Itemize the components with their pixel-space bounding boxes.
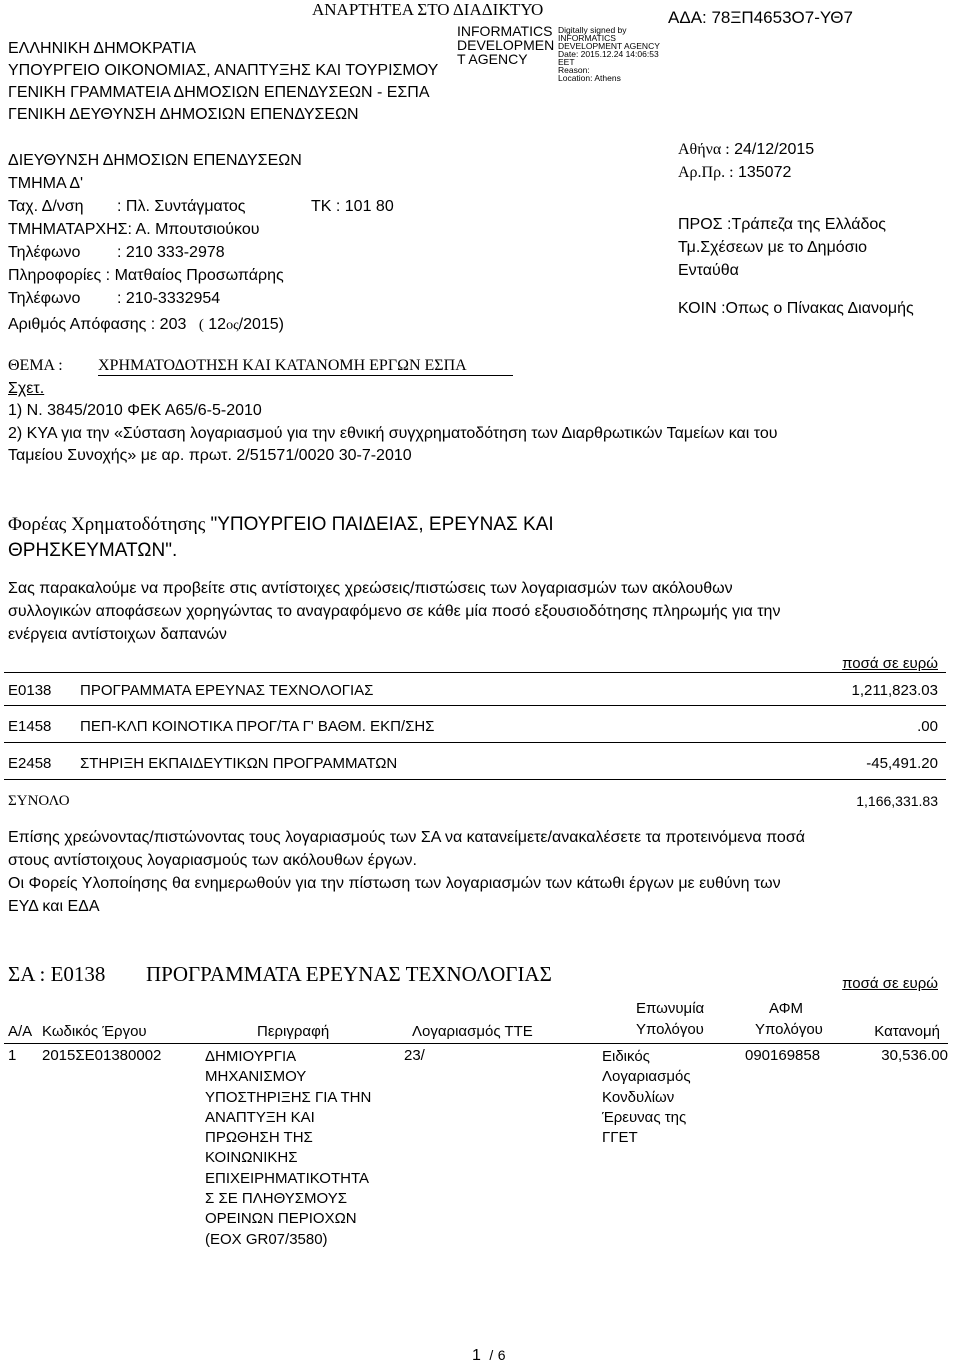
table-rule — [4, 705, 946, 706]
request-paragraph: Σας παρακαλούμε να προβείτε στις αντίστοιχες χρεώσεις/πιστώσεις των λογαριασμών των ακόλουθων — [8, 580, 733, 597]
account-description: ΣΤΗΡΙΞΗ ΕΚΠΑΙΔΕΥΤΙΚΩΝ ΠΡΟΓΡΑΜΜΑΤΩΝ — [80, 755, 398, 772]
signature-detail: Digitally signed by — [558, 25, 627, 35]
address-label: Ταχ. Δ/νση — [8, 198, 84, 215]
department-head: ΤΜΗΜΑΤΑΡΧΗΣ: Α. Μπουτσιούκου — [8, 221, 260, 238]
row-project-code: 2015ΣΕ01380002 — [42, 1047, 162, 1064]
allocation-paragraph: στους αντίστοιχους λογαριασμούς των ακόλουθων έργων. — [8, 852, 417, 869]
decision-label: Αριθμός Απόφασης : 203 — [8, 316, 187, 333]
signature-name: INFORMATICS — [457, 23, 553, 39]
table-rule — [4, 672, 946, 673]
row-allocation: 30,536.00 — [881, 1047, 948, 1064]
allocation-paragraph: Οι Φορείς Υλοποίησης θα ενημερωθούν για την πίστωση των λογαριασμών των κάτωθι έργων με ευθύνη των — [8, 875, 781, 892]
signature-detail: Location: Athens — [558, 73, 621, 83]
org-line: ΕΛΛΗΝΙΚΗ ΔΗΜΟΚΡΑΤΙΑ — [8, 40, 196, 57]
decision-suffix: ος — [226, 318, 239, 333]
phone-label: Τηλέφωνο — [8, 290, 81, 307]
holder-line: Λογαριασμός — [602, 1068, 691, 1086]
account-code: Ε0138 — [8, 682, 52, 699]
column-header-afm: ΑΦΜ — [769, 1000, 804, 1017]
column-header-account: Λογαριασμός ΤΤΕ — [412, 1023, 533, 1040]
funder-name-cont: ΘΡΗΣΚΕΥΜΑΤΩΝ". — [8, 540, 178, 561]
holder-line: ΓΓΕΤ — [602, 1129, 638, 1147]
allocation-paragraph: ΕΥΔ και ΕΔΑ — [8, 898, 100, 915]
row-description — [205, 1047, 371, 1250]
holder-line: Ειδικός — [602, 1048, 650, 1065]
sa-title: ΠΡΟΓΡΑΜΜΑΤΑ ΕΡΕΥΝΑΣ ΤΕΧΝΟΛΟΓΙΑΣ — [146, 962, 552, 986]
row-account: 23/ — [404, 1047, 425, 1064]
page-current: 1 — [472, 1347, 481, 1364]
page-separator: / — [489, 1347, 494, 1363]
request-paragraph: ενέργεια αντίστοιχων δαπανών — [8, 626, 227, 643]
org-line: ΥΠΟΥΡΓΕΙΟ ΟΙΚΟΝΟΜΙΑΣ, ΑΝΑΠΤΥΞΗΣ ΚΑΙ ΤΟΥΡΙΣΜΟΥ — [8, 62, 439, 79]
total-value: 1,166,331.83 — [856, 793, 938, 809]
date-line — [678, 141, 814, 159]
online-notice: ΑΝΑΡΤΗΤΕΑ ΣΤΟ ΔΙΑΔΙΚΤΥΟ — [312, 0, 544, 19]
org-line: ΓΕΝΙΚΗ ΓΡΑΜΜΑΤΕΙΑ ΔΗΜΟΣΙΩΝ ΕΠΕΝΔΥΣΕΩΝ - ΕΣΠΑ — [8, 84, 430, 101]
account-code: Ε2458 — [8, 755, 52, 772]
description-line: ΥΠΟΣΤΗΡΙΞΗΣ ΓΙΑ ΤΗΝ — [205, 1088, 372, 1106]
description-line: ΟΡΕΙΝΩΝ ΠΕΡΙΟΧΩΝ — [205, 1210, 357, 1228]
description-line: ΠΡΩΘΗΣΗ ΤΗΣ — [205, 1129, 313, 1147]
account-amount: 1,211,823.03 — [851, 682, 938, 699]
recipient-department: Τμ.Σχέσεων με το Δημόσιο — [678, 239, 868, 256]
reference-1: 1) Ν. 3845/2010 ΦΕΚ Α65/6-5-2010 — [8, 402, 262, 419]
column-header-code: Κωδικός Έργου — [42, 1023, 147, 1040]
reference-2: 2) ΚΥΑ για την «Σύσταση λογαριασμού για την εθνική συγχρηματοδότηση των Διαρθρωτικών Ταμείων και του — [8, 425, 778, 442]
description-line: Σ ΣΕ ΠΛΗΘΥΣΜΟΥΣ — [205, 1190, 347, 1208]
subject-text: ΧΡΗΜΑΤΟΔΟΤΗΣΗ ΚΑΙ ΚΑΤΑΝΟΜΗ ΕΡΓΩΝ ΕΣΠΑ — [98, 357, 513, 376]
funder-name: "ΥΠΟΥΡΓΕΙΟ ΠΑΙΔΕΙΑΣ, ΕΡΕΥΝΑΣ ΚΑΙ — [210, 514, 554, 535]
sa-label: ΣΑ : Ε0138 — [8, 962, 106, 986]
row-holder — [602, 1047, 691, 1148]
column-header-aa: Α/Α — [8, 1023, 33, 1040]
table-rule — [4, 742, 946, 743]
directorate: ΔΙΕΥΘΥΝΣΗ ΔΗΜΟΣΙΩΝ ΕΠΕΝΔΥΣΕΩΝ — [8, 152, 302, 169]
table-rule — [4, 1043, 948, 1044]
phone-value: : 210-3332954 — [117, 290, 221, 307]
description-line: ΔΗΜΙΟΥΡΓΙΑ — [205, 1048, 297, 1065]
signature-name: T AGENCY — [457, 51, 528, 67]
amounts-header: ποσά σε ευρώ — [842, 655, 938, 672]
account-code: Ε1458 — [8, 718, 52, 735]
info-contact: Πληροφορίες : Ματθαίος Προσωπάρης — [8, 267, 284, 284]
recipient-location: Ενταύθα — [678, 262, 739, 279]
description-line: ΕΠΙΧΕΙΡΗΜΑΤΙΚΟΤΗΤΑ — [205, 1169, 369, 1187]
decision-year: /2015) — [238, 316, 284, 333]
signature-detail: Date: 2015.12.24 14:06:53 — [558, 49, 659, 59]
signature-detail: Reason: — [558, 65, 590, 75]
row-afm: 090169858 — [745, 1047, 821, 1064]
reference-2-cont: Ταμείου Συνοχής» με αρ. πρωτ. 2/51571/0020 30-7-2010 — [8, 447, 412, 464]
postcode: ΤΚ : 101 80 — [311, 198, 394, 215]
allocation-paragraph: Επίσης χρεώνοντας/πιστώνοντας τους λογαριασμούς των ΣΑ να κατανείμετε/ανακαλέσετε τα προτεινόμενα ποσά — [8, 829, 805, 846]
total-label: ΣΥΝΟΛΟ — [8, 793, 70, 809]
sa-amounts-header: ποσά σε ευρώ — [842, 975, 938, 992]
signature-name: DEVELOPMEN — [457, 37, 555, 53]
subject-label: ΘΕΜΑ : — [8, 357, 63, 374]
row-aa: 1 — [8, 1047, 17, 1064]
department: ΤΜΗΜΑ Δ' — [8, 175, 84, 192]
description-line: ΜΗΧΑΝΙΣΜΟΥ — [205, 1068, 307, 1086]
signature-detail: EET — [558, 57, 575, 67]
org-line: ΓΕΝΙΚΗ ΔΕΥΘΥΝΣΗ ΔΗΜΟΣΙΩΝ ΕΠΕΝΔΥΣΕΩΝ — [8, 106, 359, 123]
recipient: ΠΡΟΣ :Τράπεζα της Ελλάδος — [678, 216, 886, 233]
account-amount: .00 — [917, 718, 938, 735]
page-number — [472, 1347, 506, 1365]
request-paragraph: συλλογικών αποφάσεων χορηγώντας το αναγραφόμενο σε κάθε μία ποσό εξουσιοδότησης πληρωμής για την — [8, 603, 781, 620]
funder-label: Φορέας Χρηματοδότησης — [8, 514, 206, 535]
decision-number — [8, 316, 284, 334]
date-value: 24/12/2015 — [734, 141, 815, 158]
decision-paren: ( — [198, 317, 204, 333]
description-line: (ΕΟΧ GR07/3580) — [205, 1230, 328, 1248]
account-description: ΠΕΠ-ΚΛΠ ΚΟΙΝΟΤΙΚΑ ΠΡΟΓ/ΤΑ Γ' ΒΑΘΜ. ΕΚΠ/ΣΗΣ — [80, 718, 435, 735]
account-amount: -45,491.20 — [866, 755, 938, 772]
table-rule — [4, 779, 946, 780]
column-header-holder: Επωνυμία — [636, 1000, 705, 1017]
signature-detail: INFORMATICS — [558, 33, 616, 43]
column-header-allocation: Κατανομή — [874, 1023, 940, 1040]
protocol-line — [678, 164, 791, 182]
protocol-label: Αρ.Πρ. : — [678, 164, 734, 181]
column-header-holder: Υπολόγου — [636, 1021, 704, 1038]
holder-line: Κονδυλίων — [602, 1088, 675, 1106]
cc-line: ΚΟΙΝ :Οπως ο Πίνακας Διανομής — [678, 300, 914, 317]
holder-line: Έρευνας της — [602, 1108, 687, 1126]
column-header-description: Περιγραφή — [257, 1023, 330, 1040]
account-description: ΠΡΟΓΡΑΜΜΑΤΑ ΕΡΕΥΝΑΣ ΤΕΧΝΟΛΟΓΙΑΣ — [80, 682, 374, 699]
protocol-value: 135072 — [737, 164, 792, 181]
phone-label: Τηλέφωνο — [8, 244, 81, 261]
description-line: ΚΟΙΝΩΝΙΚΗΣ — [205, 1149, 298, 1167]
address-value: : Πλ. Συντάγματος — [117, 198, 246, 215]
column-header-afm: Υπολόγου — [755, 1021, 823, 1038]
signature-detail: DEVELOPMENT AGENCY — [558, 41, 660, 51]
page-total: 6 — [497, 1347, 506, 1363]
phone-value: : 210 333-2978 — [117, 244, 225, 261]
description-line: ΑΝΑΠΤΥΞΗ ΚΑΙ — [205, 1108, 315, 1126]
decision-num: 12 — [208, 316, 227, 333]
date-label: Αθήνα : — [678, 141, 730, 158]
funder-line — [8, 514, 554, 536]
references-label: Σχετ. — [8, 380, 45, 397]
ada-number: ΑΔΑ: 78ΞΠ4653Ο7-ΥΘ7 — [668, 8, 853, 27]
